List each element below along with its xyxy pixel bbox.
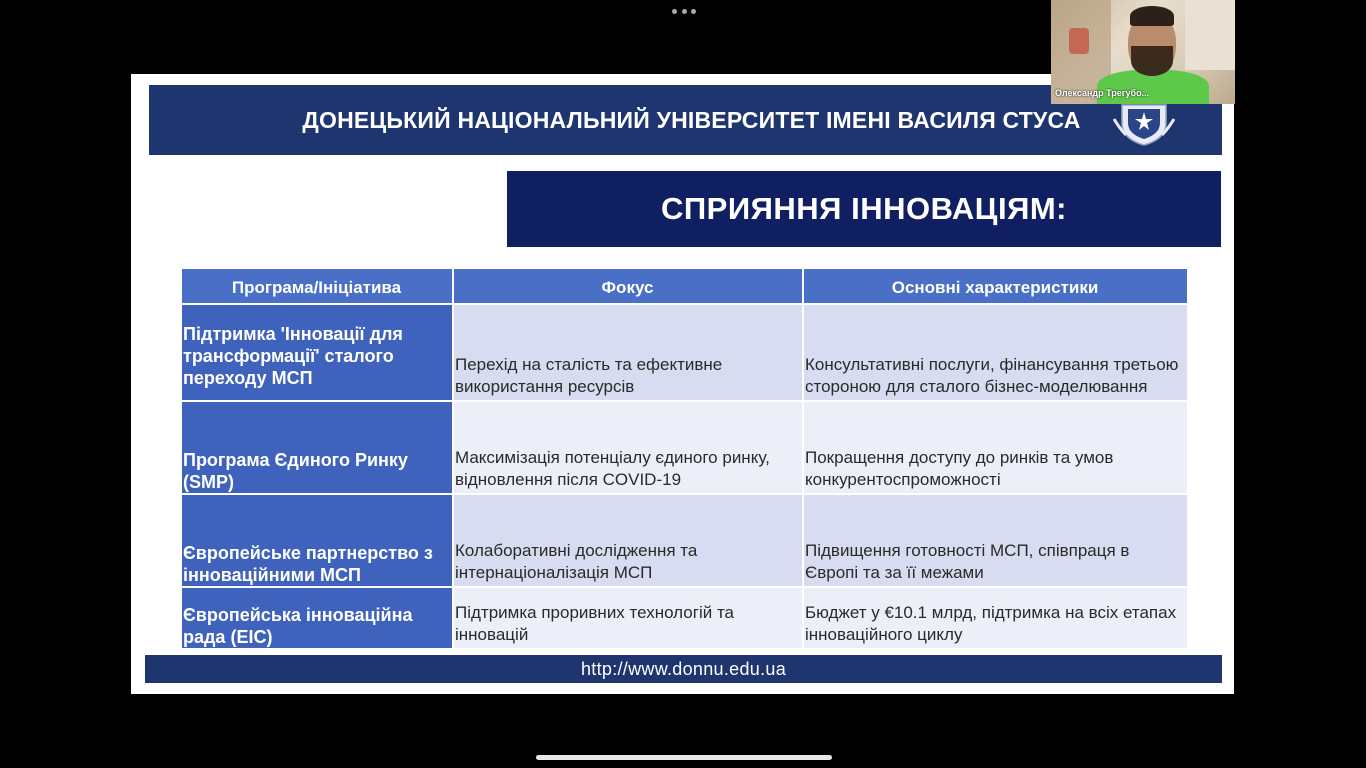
university-title: ДОНЕЦЬКИЙ НАЦІОНАЛЬНИЙ УНІВЕРСИТЕТ ІМЕНІ ВАСИЛЯ СТУСА <box>302 106 1081 133</box>
table-row <box>181 494 1188 587</box>
features-cell: Покращення доступу до ринків та умов конкурентоспроможності <box>803 401 1188 494</box>
focus-cell: Підтримка проривних технологій та інновацій <box>453 587 803 649</box>
participant-video-tile[interactable] <box>1051 0 1235 104</box>
dot <box>682 9 687 14</box>
table-header-row <box>181 268 1188 304</box>
innovation-programs-table <box>180 267 1189 650</box>
video-background <box>1069 28 1089 54</box>
video-background <box>1185 0 1235 70</box>
section-title: СПРИЯННЯ ІННОВАЦІЯМ: <box>661 191 1067 226</box>
participant-hair <box>1130 6 1174 26</box>
focus-cell: Максимізація потенціалу єдиного ринку, відновлення після COVID-19 <box>453 401 803 494</box>
column-header: Програма/Ініціатива <box>181 268 453 304</box>
home-indicator[interactable] <box>536 755 832 760</box>
column-header: Фокус <box>453 268 803 304</box>
footer-url: http://www.donnu.edu.ua <box>580 658 787 679</box>
presentation-slide <box>131 74 1234 694</box>
focus-cell: Перехід на сталість та ефективне використання ресурсів <box>453 304 803 401</box>
focus-cell: Колаборативні дослідження та інтернаціоналізація МСП <box>453 494 803 587</box>
university-crest-icon <box>1112 99 1176 147</box>
program-cell: Програма Єдиного Ринку (SMP) <box>181 401 453 494</box>
more-options-icon[interactable] <box>672 4 696 18</box>
features-cell: Бюджет у €10.1 млрд, підтримка на всіх етапах інноваційного циклу <box>803 587 1188 649</box>
program-cell: Підтримка 'Інновації для трансформації' сталого переходу МСП <box>181 304 453 401</box>
table-row <box>181 587 1188 649</box>
column-header: Основні характеристики <box>803 268 1188 304</box>
features-cell: Підвищення готовності МСП, співпраця в Європі та за її межами <box>803 494 1188 587</box>
dot <box>691 9 696 14</box>
section-title-box <box>507 171 1221 247</box>
program-cell: Європейська інноваційна рада (EIC) <box>181 587 453 649</box>
dot <box>672 9 677 14</box>
program-cell: Європейське партнерство з інноваційними МСП <box>181 494 453 587</box>
participant-beard <box>1131 46 1173 76</box>
table-row <box>181 401 1188 494</box>
slide-footer <box>145 655 1222 683</box>
table-row <box>181 304 1188 401</box>
features-cell: Консультативні послуги, фінансування третьою стороною для сталого бізнес-моделювання <box>803 304 1188 401</box>
participant-name: Олександр Трегубо... <box>1055 88 1150 98</box>
